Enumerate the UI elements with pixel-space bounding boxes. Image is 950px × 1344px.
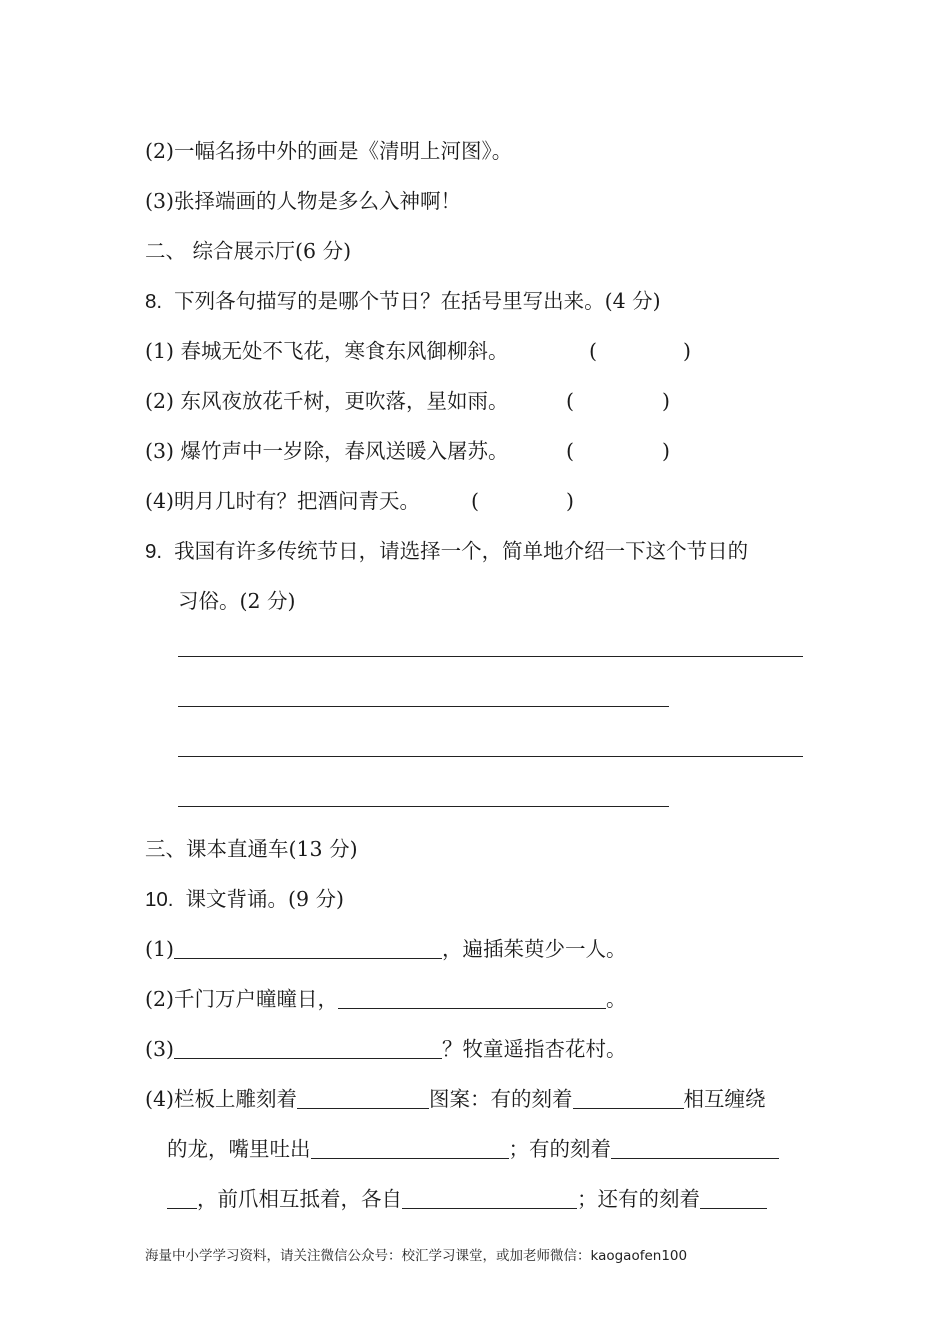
q10-item-3 <box>145 1034 627 1064</box>
answer-paren-close: ) <box>662 439 670 463</box>
question-text: 课文背诵。(9 分) <box>185 887 345 911</box>
answer-paren-open: ( <box>471 489 479 513</box>
item-text: (3) 爆竹声中一岁除，春风送暖入屠苏。 <box>145 439 509 463</box>
question-number: 8. <box>145 290 163 313</box>
item-text: 的龙，嘴里吐出 <box>167 1137 311 1161</box>
q8-item-3 <box>145 436 670 466</box>
fill-blank[interactable] <box>167 1186 197 1209</box>
question-8 <box>145 286 661 317</box>
item-text: ？牧童遥指杏花村。 <box>442 1037 627 1061</box>
question-number: 10. <box>145 888 174 911</box>
item-text: 。 <box>606 987 627 1011</box>
fill-blank[interactable] <box>297 1086 429 1109</box>
item-label: (1) <box>145 937 175 961</box>
answer-paren-open: ( <box>589 339 597 363</box>
fill-blank[interactable] <box>311 1136 509 1159</box>
answer-line[interactable] <box>178 706 669 707</box>
footer-notice: 海量中小学学习资料，请关注微信公众号：校汇学习课堂，或加老师微信：kaogaofen100 <box>145 1248 688 1264</box>
answer-paren-open: ( <box>566 439 574 463</box>
q10-item-4-line3 <box>167 1184 767 1214</box>
item-text: 相互缠绕 <box>683 1087 766 1111</box>
fill-blank[interactable] <box>338 986 606 1009</box>
item-text: (2) 东风夜放花千树，更吹落，星如雨。 <box>145 389 509 413</box>
fill-blank[interactable] <box>402 1186 577 1209</box>
q7-item-2: (2)一幅名扬中外的画是《清明上河图》。 <box>145 139 513 163</box>
item-text: ；有的刻着 <box>508 1137 611 1161</box>
answer-paren-close: ) <box>683 339 691 363</box>
item-text: 图案：有的刻着 <box>429 1087 573 1111</box>
section-3-title: 三、课本直通车(13 分) <box>145 837 358 861</box>
item-text: ，遍插茱萸少一人。 <box>442 937 627 961</box>
section-2-title: 二、 综合展示厅(6 分) <box>145 239 352 263</box>
q7-item-3: (3)张择端画的人物是多么入神啊！ <box>145 189 462 213</box>
question-9 <box>145 536 748 567</box>
item-text: (2)千门万户曈曈日， <box>145 987 339 1011</box>
fill-blank[interactable] <box>611 1136 779 1159</box>
fill-blank[interactable] <box>174 936 442 959</box>
item-text: (4)栏板上雕刻着 <box>145 1087 298 1111</box>
item-text: (4)明月几时有？把酒问青天。 <box>145 489 421 513</box>
item-text: ；还有的刻着 <box>577 1187 700 1211</box>
fill-blank[interactable] <box>700 1186 767 1209</box>
question-number: 9. <box>145 540 163 563</box>
answer-paren-open: ( <box>566 389 574 413</box>
q8-item-4 <box>145 486 574 516</box>
question-9-cont: 习俗。(2 分) <box>178 589 296 613</box>
answer-line[interactable] <box>178 806 669 807</box>
answer-line[interactable] <box>178 756 803 757</box>
q10-item-2 <box>145 984 627 1014</box>
q10-item-4-line2 <box>167 1134 779 1164</box>
answer-paren-close: ) <box>662 389 670 413</box>
question-10 <box>145 884 344 915</box>
question-text: 我国有许多传统节日，请选择一个，简单地介绍一下这个节日的 <box>174 539 749 563</box>
fill-blank[interactable] <box>573 1086 684 1109</box>
item-label: (3) <box>145 1037 175 1061</box>
answer-paren-close: ) <box>566 489 574 513</box>
q10-item-4-line1 <box>145 1084 766 1114</box>
answer-line[interactable] <box>178 656 803 657</box>
fill-blank[interactable] <box>174 1036 442 1059</box>
item-text: ，前爪相互抵着，各自 <box>197 1187 402 1211</box>
item-text: (1) 春城无处不飞花，寒食东风御柳斜。 <box>145 339 509 363</box>
q8-item-2 <box>145 386 670 416</box>
question-text: 下列各句描写的是哪个节日？在括号里写出来。(4 分) <box>174 289 661 313</box>
q8-item-1 <box>145 336 691 366</box>
q10-item-1 <box>145 934 627 964</box>
